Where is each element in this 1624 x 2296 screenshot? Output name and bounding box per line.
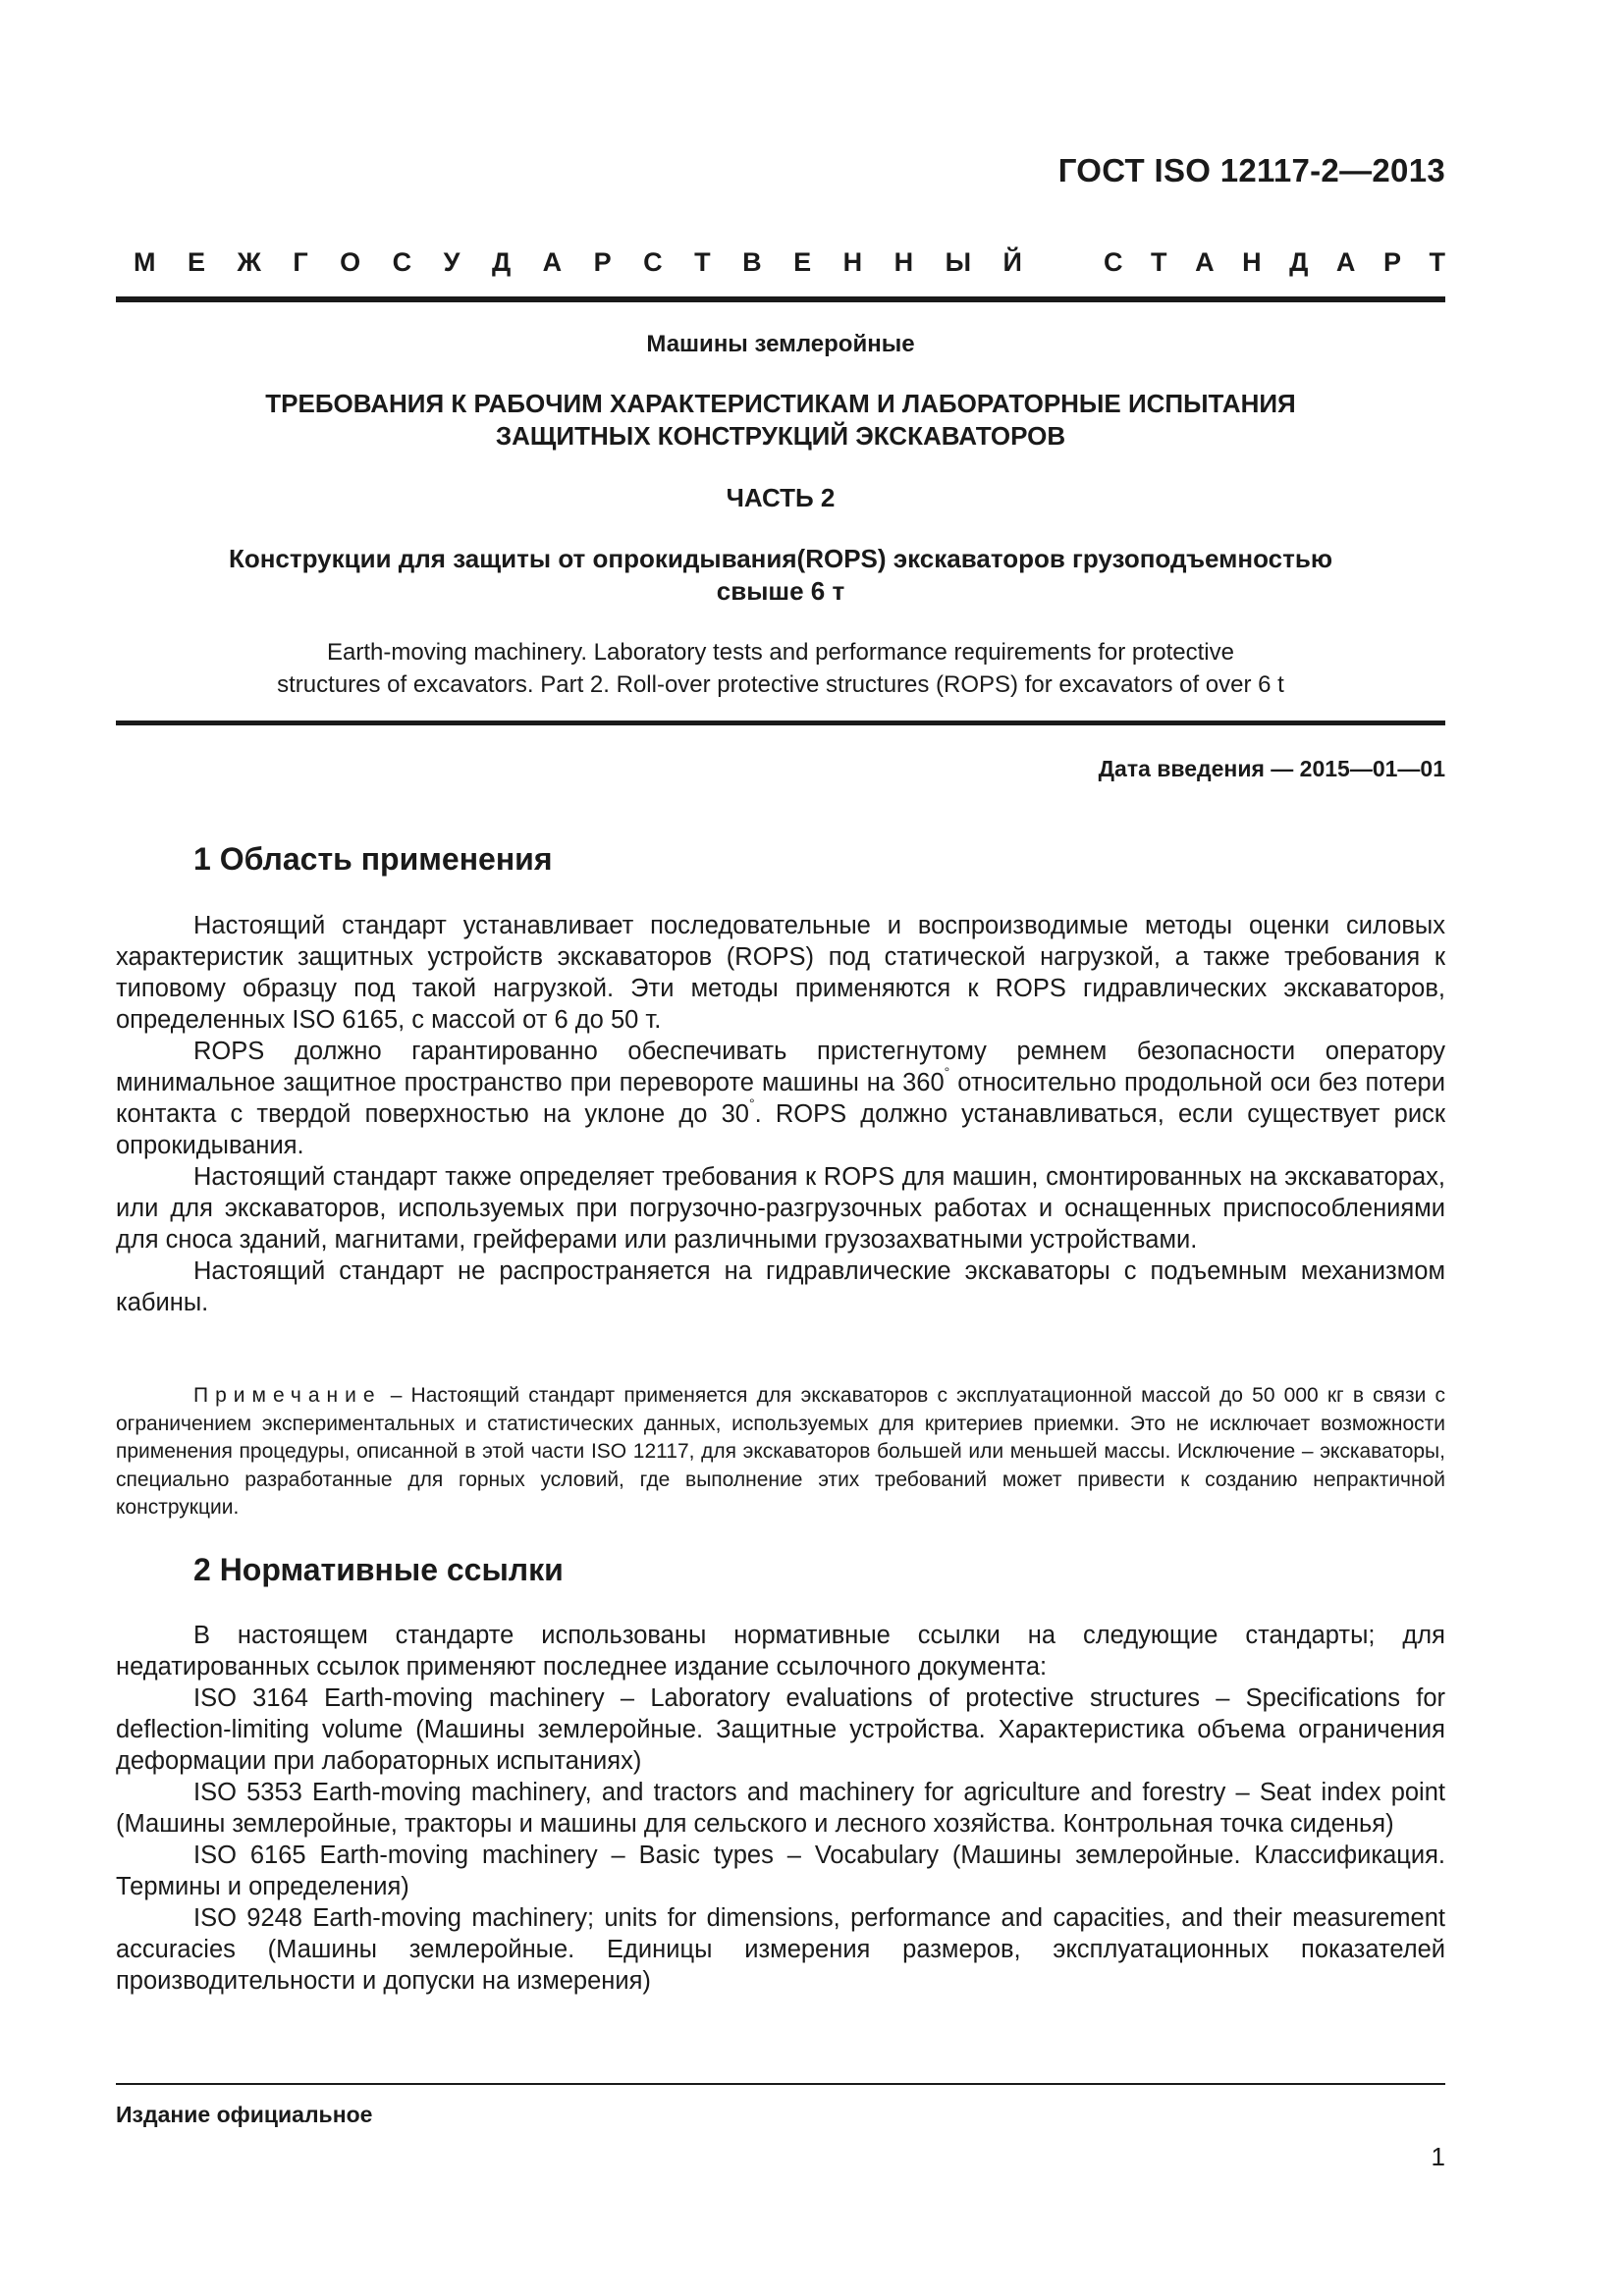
official-edition-label: Издание официальное [116,2102,373,2127]
english-title [116,636,1445,701]
page-number: 1 [1431,2142,1445,2171]
paragraph [116,1036,1445,1161]
document-title [116,388,1445,453]
letter: Н [842,247,863,277]
title-line: ЗАЩИТНЫХ КОНСТРУКЦИЙ ЭКСКАВАТОРОВ [495,421,1066,451]
introduction-date: Дата введения — 2015—01—01 [1098,756,1445,781]
letter: С [392,247,412,277]
letter: А [542,247,563,277]
letter: Д [491,247,512,277]
paragraph-text: . ROPS должно устанавливаться, если существует риск опрокидывания. [116,1100,1445,1159]
letter: В [742,247,762,277]
reference-item: ISO 9248 Earth-moving machinery; units for dimensions, performance and capacities, and their measurement accuracies (Машины землеройные. Единицы измерения размеров, эксплуатационных показателей производительности и допуски на измерения) [116,1904,1445,1995]
document-part: ЧАСТЬ 2 [726,483,836,512]
title-line: ТРЕБОВАНИЯ К РАБОЧИМ ХАРАКТЕРИСТИКАМ И ЛАБОРАТОРНЫЕ ИСПЫТАНИЯ [265,389,1296,418]
letter: У [443,247,460,277]
letter: Т [1429,247,1445,277]
degree-mark: ° [748,1095,755,1111]
reference-item: ISO 6165 Earth-moving machinery – Basic types – Vocabulary (Машины землеройные. Классификация. Термины и определения) [116,1842,1445,1900]
letter: А [1335,247,1356,277]
note [116,1382,1445,1522]
section-body-scope [116,910,1445,1318]
letter: Н [893,247,914,277]
paragraph-text: относительно продольной оси без потери контакта с твердой поверхностью на уклоне до 30 [116,1069,1445,1128]
reference-item: ISO 3164 Earth-moving machinery – Laboratory evaluations of protective structures – Specifications for deflection-limiting volume (Машины землеройные. Защитные устройства. Характеристика объема ограничения деформации при лабораторных испытаниях) [116,1684,1445,1775]
letter: С [643,247,663,277]
letter: Р [593,247,612,277]
letter: Е [187,247,205,277]
document-code: ГОСТ ISO 12117-2—2013 [1057,152,1445,188]
letter: Т [1151,247,1167,277]
letter: Ы [945,247,972,277]
reference-item: ISO 5353 Earth-moving machinery, and tractors and machinery for agriculture and forestry – Seat index point (Машины землеройные, тракторы и машины для сельского и лесного хозяйства. Контрольная точка сиденья) [116,1779,1445,1838]
paragraph: В настоящем стандарте использованы нормативные ссылки на следующие стандарты; для недатированных ссылок применяют последнее издание ссылочного документа: [116,1622,1445,1681]
note-text: – Настоящий стандарт применяется для экскаваторов с эксплуатационной массой до 50 000 кг в связи с ограничением экспериментальных и статистических данных, используемых для критериев приемки. Это не исключает возможности применения процедуры, описанной в этой части ISO 12117, для экскаваторов большей или меньшей массы. Исключение – экскаваторы, специально разработанные для горных условий, где выполнение этих требований может привести к созданию непрактичной конструкции. [116,1384,1445,1519]
footer-divider [116,2083,1445,2085]
note-label: Примечание [193,1384,382,1407]
letter: М [134,247,156,277]
document-subtitle [116,543,1445,608]
section-heading-normative-references: 2 Нормативные ссылки [193,1552,564,1587]
paragraph: Настоящий стандарт также определяет требования к ROPS для машин, смонтированных на экскаваторах, или для экскаваторов, используемых при погрузочно-разгрузочных работах и оснащенных приспособлениями для сноса зданий, магнитами, грейферами или различными грузозахватными устройствами. [116,1163,1445,1254]
standard-type-heading [134,247,1445,278]
standard-type-word-interstate [134,247,1022,278]
letter: Т [694,247,711,277]
subtitle-line: Конструкции для защиты от опрокидывания(ROPS) экскаваторов грузоподъемностью [228,544,1333,573]
letter: Г [293,247,308,277]
section-body-normative-references [116,1620,1445,1997]
section-heading-scope: 1 Область применения [193,841,553,877]
paragraph-text: ROPS должно гарантированно обеспечивать пристегнутому ремнем безопасности оператору минимальное защитное пространство при перевороте машины на 360 [116,1038,1445,1096]
letter: Е [793,247,812,277]
degree-mark: ° [944,1064,950,1080]
letter: С [1104,247,1123,277]
title-divider [116,721,1445,725]
subtitle-line: свыше 6 т [716,576,845,606]
letter: Р [1382,247,1401,277]
letter: Д [1289,247,1309,277]
standard-type-word-standard [1104,247,1445,278]
paragraph: Настоящий стандарт устанавливает последовательные и воспроизводимые методы оценки силовых характеристик защитных устройств экскаваторов (ROPS) под статической нагрузкой, а также требования к типовому образцу под такой нагрузкой. Эти методы применяются к ROPS гидравлических экскаваторов, определенных ISO 6165, с массой от 6 до 50 т. [116,912,1445,1034]
document-subject: Машины землеройные [646,331,915,357]
english-title-line: Earth-moving machinery. Laboratory tests and performance requirements for protective [327,639,1234,666]
letter: Н [1242,247,1262,277]
header-divider [116,296,1445,302]
letter: О [340,247,361,277]
letter: Ж [237,247,261,277]
letter: Й [1002,247,1022,277]
english-title-line: structures of excavators. Part 2. Roll-over protective structures (ROPS) for excavators of over 6 t [277,671,1284,698]
letter: А [1195,247,1215,277]
paragraph: Настоящий стандарт не распространяется на гидравлические экскаваторы с подъемным механизмом кабины. [116,1257,1445,1316]
